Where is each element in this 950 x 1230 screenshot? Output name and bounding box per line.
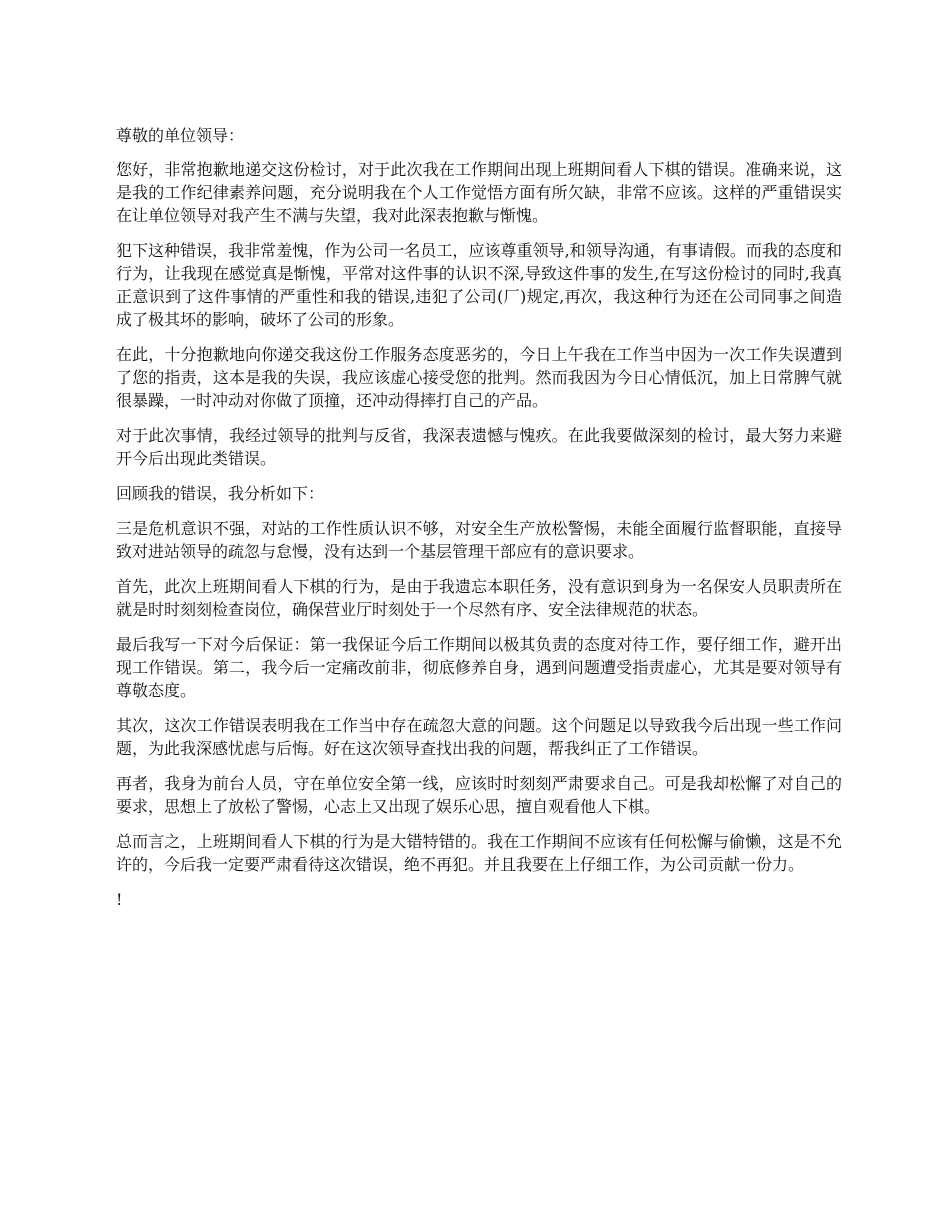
paragraph-analysis-intro: 回顾我的错误，我分析如下： [116,484,325,503]
paragraph-incident: 在此，十分抱歉地向你递交我这份工作服务态度恶劣的，今日上午我在工作当中因为一次工作失误遭到了您的指责，这本是我的失误，我应该虚心接受您的批判。然而我因为今日心情低沉，加上日常脾气就很暴躁，一时冲动对你做了顶撞，还冲动得摔打自己的产品。 [116,345,842,410]
paragraph-third: 再者，我身为前台人员，守在单位安全第一线，应该时时刻刻严肃要求自己。可是我却松懈了对自己的要求，思想上了放松了警惕，心志上又出现了娱乐心思，擅自观看他人下棋。 [116,774,842,816]
paragraph-shame: 犯下这种错误，我非常羞愧，作为公司一名员工，应该尊重领导,和领导沟通，有事请假。而我的态度和行为，让我现在感觉真是惭愧，平常对这件事的认识不深,导致这件事的发生,在写这份检讨的同时,我真正意识到了这件事情的严重性和我的错误,违犯了公司(厂)规定,再次，我这种行为还在公司同事之间造成了极其坏的影响，破坏了公司的形象。 [116,241,842,329]
paragraph-conclusion: 总而言之，上班期间看人下棋的行为是大错特错的。我在工作期间不应该有任何松懈与偷懒，这是不允许的，今后我一定要严肃看待这次错误，绝不再犯。并且我要在上仔细工作，为公司贡献一份力。 [116,832,842,874]
closing-mark: ! [116,890,123,909]
paragraph-first: 首先，此次上班期间看人下棋的行为，是由于我遗忘本职任务，没有意识到身为一名保安人员职责所在就是时时刻刻检查岗位，确保营业厅时刻处于一个尽然有序、安全法律规范的状态。 [116,577,842,619]
paragraph-second: 其次，这次工作错误表明我在工作当中存在疏忽大意的问题。这个问题足以导致我今后出现一些工作问题，为此我深感忧虑与后悔。好在这次领导查找出我的问题，帮我纠正了工作错误。 [116,716,842,758]
salutation: 尊敬的单位领导： [116,126,245,145]
paragraph-apology: 您好，非常抱歉地递交这份检讨，对于此次我在工作期间出现上班期间看人下棋的错误。准确来说，这是我的工作纪律素养问题，充分说明我在个人工作觉悟方面有所欠缺，非常不应该。这样的严重错误实在让单位领导对我产生不满与失望，我对此深表抱歉与惭愧。 [116,160,842,225]
document-body [116,124,842,923]
paragraph-reflection: 对于此次事情，我经过领导的批判与反省，我深表遗憾与愧疚。在此我要做深刻的检讨，最大努力来避开今后出现此类错误。 [116,426,842,468]
paragraph-point-three: 三是危机意识不强，对站的工作性质认识不够，对安全生产放松警惕，未能全面履行监督职能，直接导致对进站领导的疏忽与怠慢，没有达到一个基层管理干部应有的意识要求。 [116,519,842,561]
paragraph-guarantee: 最后我写一下对今后保证：第一我保证今后工作期间以极其负责的态度对待工作，要仔细工作，避开出现工作错误。第二，我今后一定痛改前非，彻底修养自身，遇到问题遭受指责虚心，尤其是要对领导有尊敬态度。 [116,635,842,700]
